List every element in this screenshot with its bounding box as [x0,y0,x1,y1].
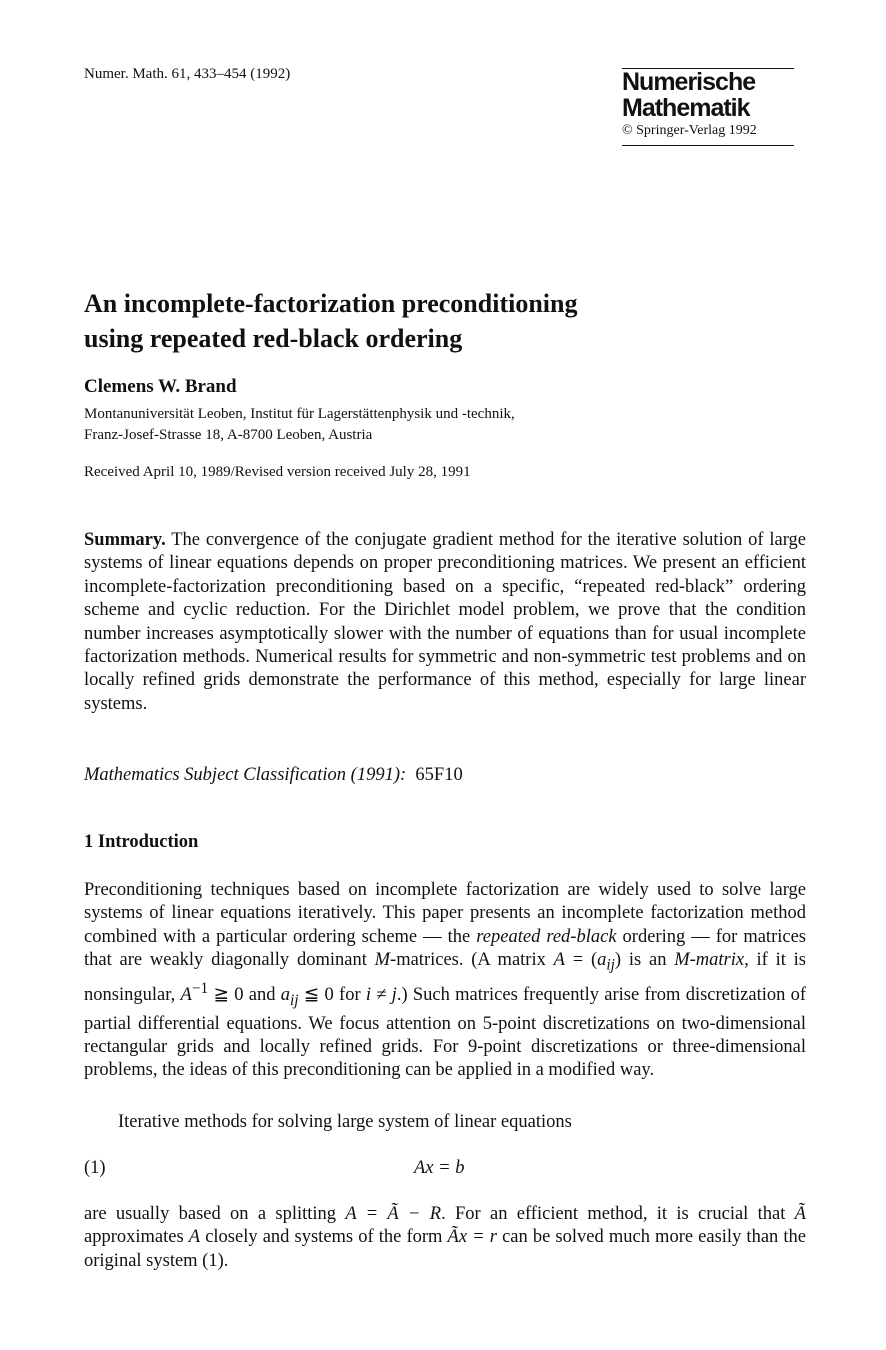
math-symbol: i ≠ j [365,985,397,1006]
text-run: -matrices. (A matrix [390,950,554,971]
text-run: . For an efficient method, it is crucial that [441,1204,795,1224]
publisher: © Springer-Verlag 1992 [622,123,757,138]
title-line1: An incomplete-factorization preconditioning [84,289,578,318]
math-symbol: a [280,985,290,1006]
text-run: approximates [84,1227,189,1248]
text-run: Preconditioning techniques based on incomplete factorization are widely used to solve large systems of linear equations iteratively. This paper presents an incomplete factorization method combined with a particular ordering scheme — the [84,880,806,947]
math-subscript: ij [289,992,299,1010]
text-run: ) is an [614,950,675,971]
equation-number: (1) [84,1158,106,1178]
text-run: closely and systems of the form [200,1227,448,1248]
paper-title [84,286,804,356]
math-symbol: A [188,1227,201,1248]
math-symbol: A [553,950,565,971]
journal-name-line1: Numerische [622,68,756,96]
summary-text: The convergence of the conjugate gradient method for the iterative solution of large systems of linear equations depends on proper preconditioning matrices. We present an efficient incomplete-factorization preconditioning based on a specific, “repeated red-black” ordering scheme and cyclic reduction. For the Dirichlet model problem, we prove that the condition number increases asymptotically slower with the number of equations than for usual incomplete factorization methods. Numerical results for symmetric and non-symmetric test problems and on locally refined grids demonstrate the performance of this method, especially for large linear systems. [84,530,806,714]
affiliation [84,404,515,446]
intro-paragraph-1 [84,879,806,1083]
section-heading: 1 Introduction [84,832,199,852]
math-expression: Ãx = r [447,1227,497,1248]
msc-line [84,765,463,786]
summary-label: Summary. [84,530,166,550]
text-run: .) Such matrices frequently arise from discretization of partial differential equations. We focus attention on 5-point discretizations on two-dimensional rectangular grids and locally refined grids. For 9-point discretizations or three-dimensional problems, the ideas of this preconditioning can be applied in a modified way. [84,985,807,1081]
text-run: can be solved much more easily than the original system (1). [84,1227,806,1271]
received-dates: Received April 10, 1989/Revised version received July 28, 1991 [84,464,471,480]
msc-label: Mathematics Subject Classification (1991): [84,765,407,785]
affiliation-line2: Franz-Josef-Strasse 18, A-8700 Leoben, Austria [84,427,373,443]
citation: Numer. Math. 61, 433–454 (1992) [84,66,291,82]
text-run: , if it is nonsingular, [84,950,806,1006]
journal-name-line2: Mathematik [622,94,750,122]
emphasis: M-matrix [674,950,745,971]
title-line2: using repeated red-black ordering [84,324,463,353]
emphasis: repeated red-black [476,926,617,947]
journal-logo [622,68,794,146]
math-superscript: −1 [191,980,209,998]
math-symbol: a [597,950,607,971]
text-run: = ( [564,950,598,971]
math-symbol: Ã [794,1204,806,1224]
math-symbol: A [180,985,192,1006]
summary [84,529,806,716]
affiliation-line1: Montanuniversität Leoben, Institut für Lagerstättenphysik und -technik, [84,406,515,422]
math-expression: A = Ã − R [345,1204,442,1224]
msc-value: 65F10 [415,765,463,785]
text-run: ≦ 0 for [298,985,366,1006]
author-name: Clemens W. Brand [84,376,237,397]
math-subscript: ij [606,956,615,974]
text-run: ≧ 0 and [208,985,281,1006]
intro-paragraph-2: Iterative methods for solving large system of linear equations [118,1112,572,1132]
text-run: ordering — for matrices that are weakly diagonally dominant [84,926,806,971]
logo-bottom-rule [622,145,794,146]
math-symbol: M [374,950,391,971]
intro-paragraph-3 [84,1203,806,1273]
text-run: are usually based on a splitting [84,1204,346,1224]
equation: Ax = b [414,1158,465,1178]
